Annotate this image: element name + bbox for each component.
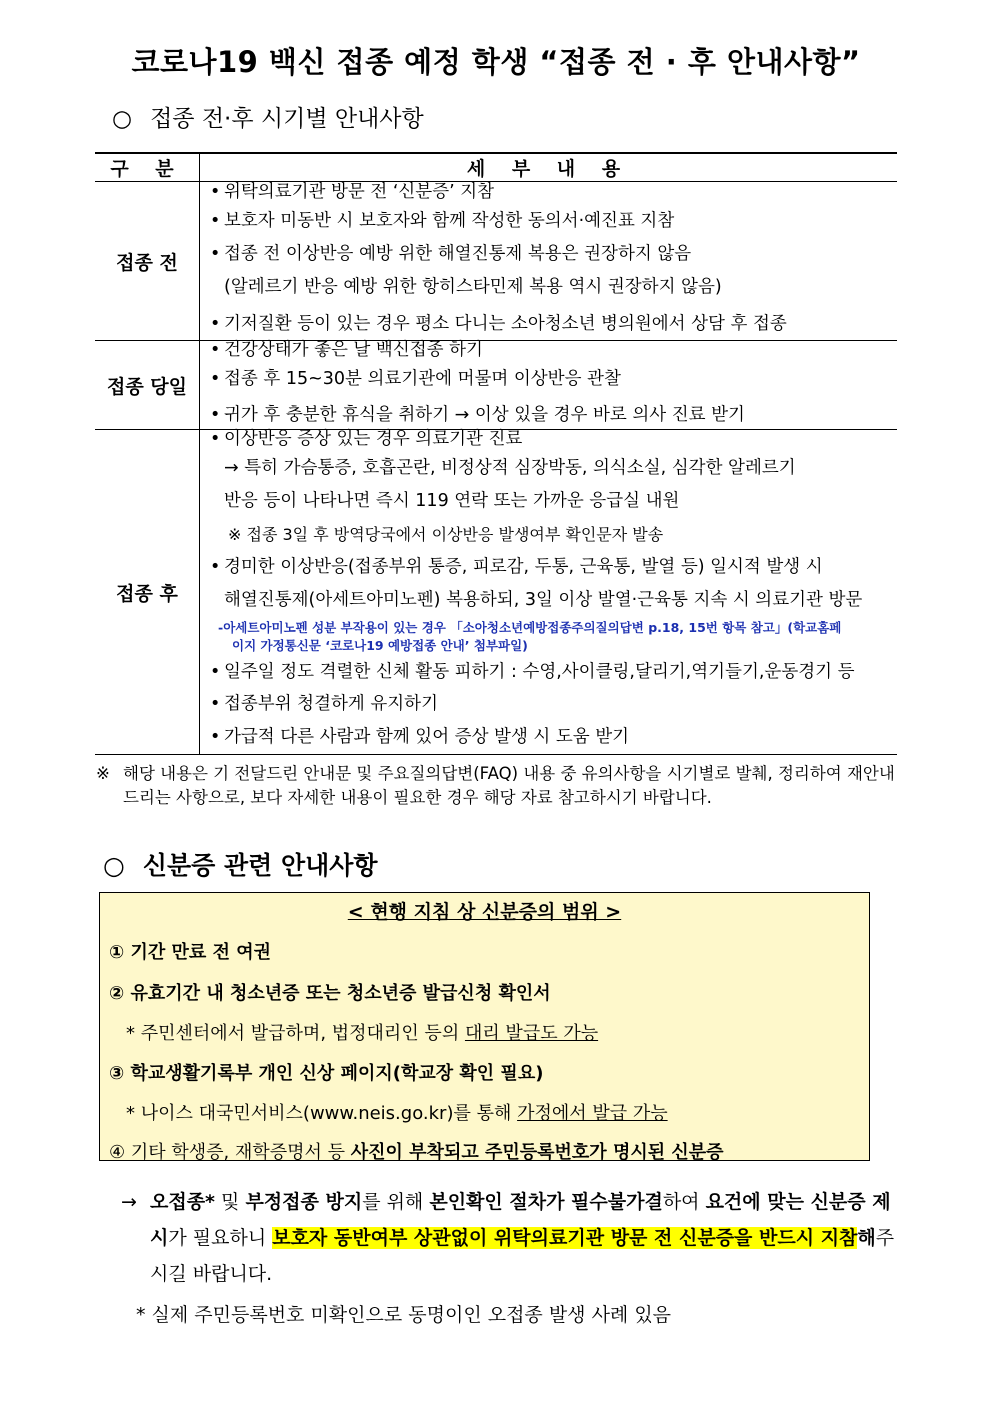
bullet-dot-icon: • [210, 211, 221, 231]
id-item-school-record: ③ 학교생활기록부 개인 신상 페이지(학교장 확인 필요) [109, 1063, 544, 1084]
bullet-dot-icon: • [210, 182, 221, 202]
header-category: 구 분 [95, 153, 200, 182]
footnote: * 실제 주민등록번호 미확인으로 동명이인 오접종 발생 사례 있음 [136, 1304, 672, 1326]
bullet-dot-icon: • [210, 244, 221, 264]
reference-notice [96, 762, 900, 810]
table-row-day [95, 341, 897, 430]
section-heading-text: 신분증 관련 안내사항 [142, 851, 378, 880]
bullet-dot-icon: • [210, 405, 221, 425]
section-heading-text: 접종 전·후 시기별 안내사항 [150, 106, 424, 132]
bullet-dot-icon: • [210, 369, 221, 389]
reference-text: 해당 내용은 기 전달드린 안내문 및 주요질의답변(FAQ) 내용 중 유의사항을 시기별로 발췌, 정리하여 재안내 드리는 사항으로, 보다 자세한 내용이 필요한 경우 해당 자료 참고하시기 바랍니다. [123, 764, 895, 807]
reference-mark-icon: ※ [96, 764, 110, 783]
id-item-youth-card: ② 유효기간 내 청소년증 또는 청소년증 발급신청 확인서 [109, 983, 551, 1004]
arrow-right-icon: → [121, 1191, 137, 1213]
list-item: • 접종부위 청결하게 유지하기 [200, 688, 897, 721]
category-before: 접종 전 [95, 182, 200, 341]
list-item: • 위탁의료기관 방문 전 ‘신분증’ 지참 [210, 182, 495, 202]
bullet-dot-icon: • [210, 662, 221, 682]
id-item-passport: ① 기간 만료 전 여권 [109, 942, 272, 963]
category-after: 접종 후 [95, 430, 200, 755]
list-item: • 건강상태가 좋은 날 백신접종 하기 [210, 340, 483, 360]
highlighted-instruction: 보호자 동반여부 상관없이 위탁의료기관 방문 전 신분증을 반드시 지참 [272, 1227, 858, 1249]
details-day [200, 341, 898, 430]
section-heading-schedule [112, 100, 424, 133]
bullet-dot-icon: • [210, 557, 221, 577]
id-scope-box [99, 892, 870, 1161]
list-item: ※ 접종 3일 후 방역당국에서 이상반응 발생여부 확인문자 발송 [228, 525, 664, 544]
schedule-table [95, 152, 897, 755]
closing-paragraph [121, 1184, 901, 1292]
bullet-dot-icon: • [210, 340, 221, 360]
table-row-after [95, 430, 897, 755]
list-item: • 귀가 후 충분한 휴식을 취하기 → 이상 있을 경우 바로 의사 진료 받기 [200, 396, 897, 429]
table-row-before [95, 182, 897, 341]
bullet-dot-icon: • [210, 429, 221, 449]
circle-bullet-icon: ○ [103, 851, 125, 880]
list-item: • 기저질환 등이 있는 경우 평소 다니는 소아청소년 병의원에서 상담 후 접종 [200, 304, 897, 340]
id-item-youth-card-note: * 주민센터에서 발급하며, 법정대리인 등의 대리 발급도 가능 [126, 1023, 599, 1044]
circle-bullet-icon: ○ [112, 106, 133, 132]
section-heading-id [103, 846, 378, 882]
list-item: • 일주일 정도 격렬한 신체 활동 피하기 : 수영,사이클링,달리기,역기들기,운동경기 등 [200, 657, 897, 688]
bullet-dot-icon: • [210, 727, 221, 747]
list-item: • 가급적 다른 사람과 함께 있어 증상 발생 시 도움 받기 [200, 721, 897, 754]
page-title: 코로나19 백신 접종 예정 학생 “접종 전 · 후 안내사항” [131, 45, 861, 79]
list-item: • 접종 후 15~30분 의료기관에 머물며 이상반응 관찰 [200, 363, 897, 396]
details-before [200, 182, 898, 341]
list-item: • 보호자 미동반 시 보호자와 함께 작성한 동의서·예진표 지참 [200, 205, 897, 238]
id-item-other: ④ 기타 학생증, 재학증명서 등 사진이 부착되고 주민등록번호가 명시된 신분증 [109, 1142, 724, 1163]
header-details: 세 부 내 용 [200, 153, 898, 182]
details-after [200, 430, 898, 755]
list-item: • 이상반응 증상 있는 경우 의료기관 진료 [210, 429, 523, 449]
category-day: 접종 당일 [95, 341, 200, 430]
id-box-title: < 현행 지침 상 신분증의 범위 > [347, 901, 622, 923]
list-item: 해열진통제(아세트아미노펜) 복용하되, 3일 이상 발열·근육통 지속 시 의료기관 방문 [224, 590, 863, 610]
list-item: (알레르기 반응 예방 위한 항히스타민제 복용 역시 권장하지 않음) [224, 277, 722, 297]
table-header-row [95, 153, 897, 182]
reference-note: -아세트아미노펜 성분 부작용이 있는 경우 「소아청소년예방접종주의질의답변 p.18, 15번 항목 참고」(학교홈페 이지 가정통신문 ‘코로나19 예방접종 안내’ 첨부파일) [218, 620, 842, 653]
list-item: → 특히 가슴통증, 호흡곤란, 비정상적 심장박동, 의식소실, 심각한 알레르기 [224, 458, 796, 478]
bullet-dot-icon: • [210, 694, 221, 714]
bullet-dot-icon: • [210, 314, 221, 334]
list-item: 반응 등이 나타나면 즉시 119 연락 또는 가까운 응급실 내원 [224, 491, 680, 511]
list-item: • 경미한 이상반응(접종부위 통증, 피로감, 두통, 근육통, 발열 등) 일시적 발생 시 [200, 551, 897, 584]
list-item: • 접종 전 이상반응 예방 위한 해열진통제 복용은 권장하지 않음 [200, 238, 897, 271]
closing-text: 오접종* 및 부정접종 방지를 위해 본인확인 절차가 필수불가결하여 요건에 맞는 신분증 제시가 필요하니 보호자 동반여부 상관없이 위탁의료기관 방문 전 신분증을 반드시 지참해주시길 바랍니다. [150, 1191, 895, 1285]
id-item-school-record-note: * 나이스 대국민서비스(www.neis.go.kr)를 통해 가정에서 발급 가능 [126, 1103, 668, 1124]
